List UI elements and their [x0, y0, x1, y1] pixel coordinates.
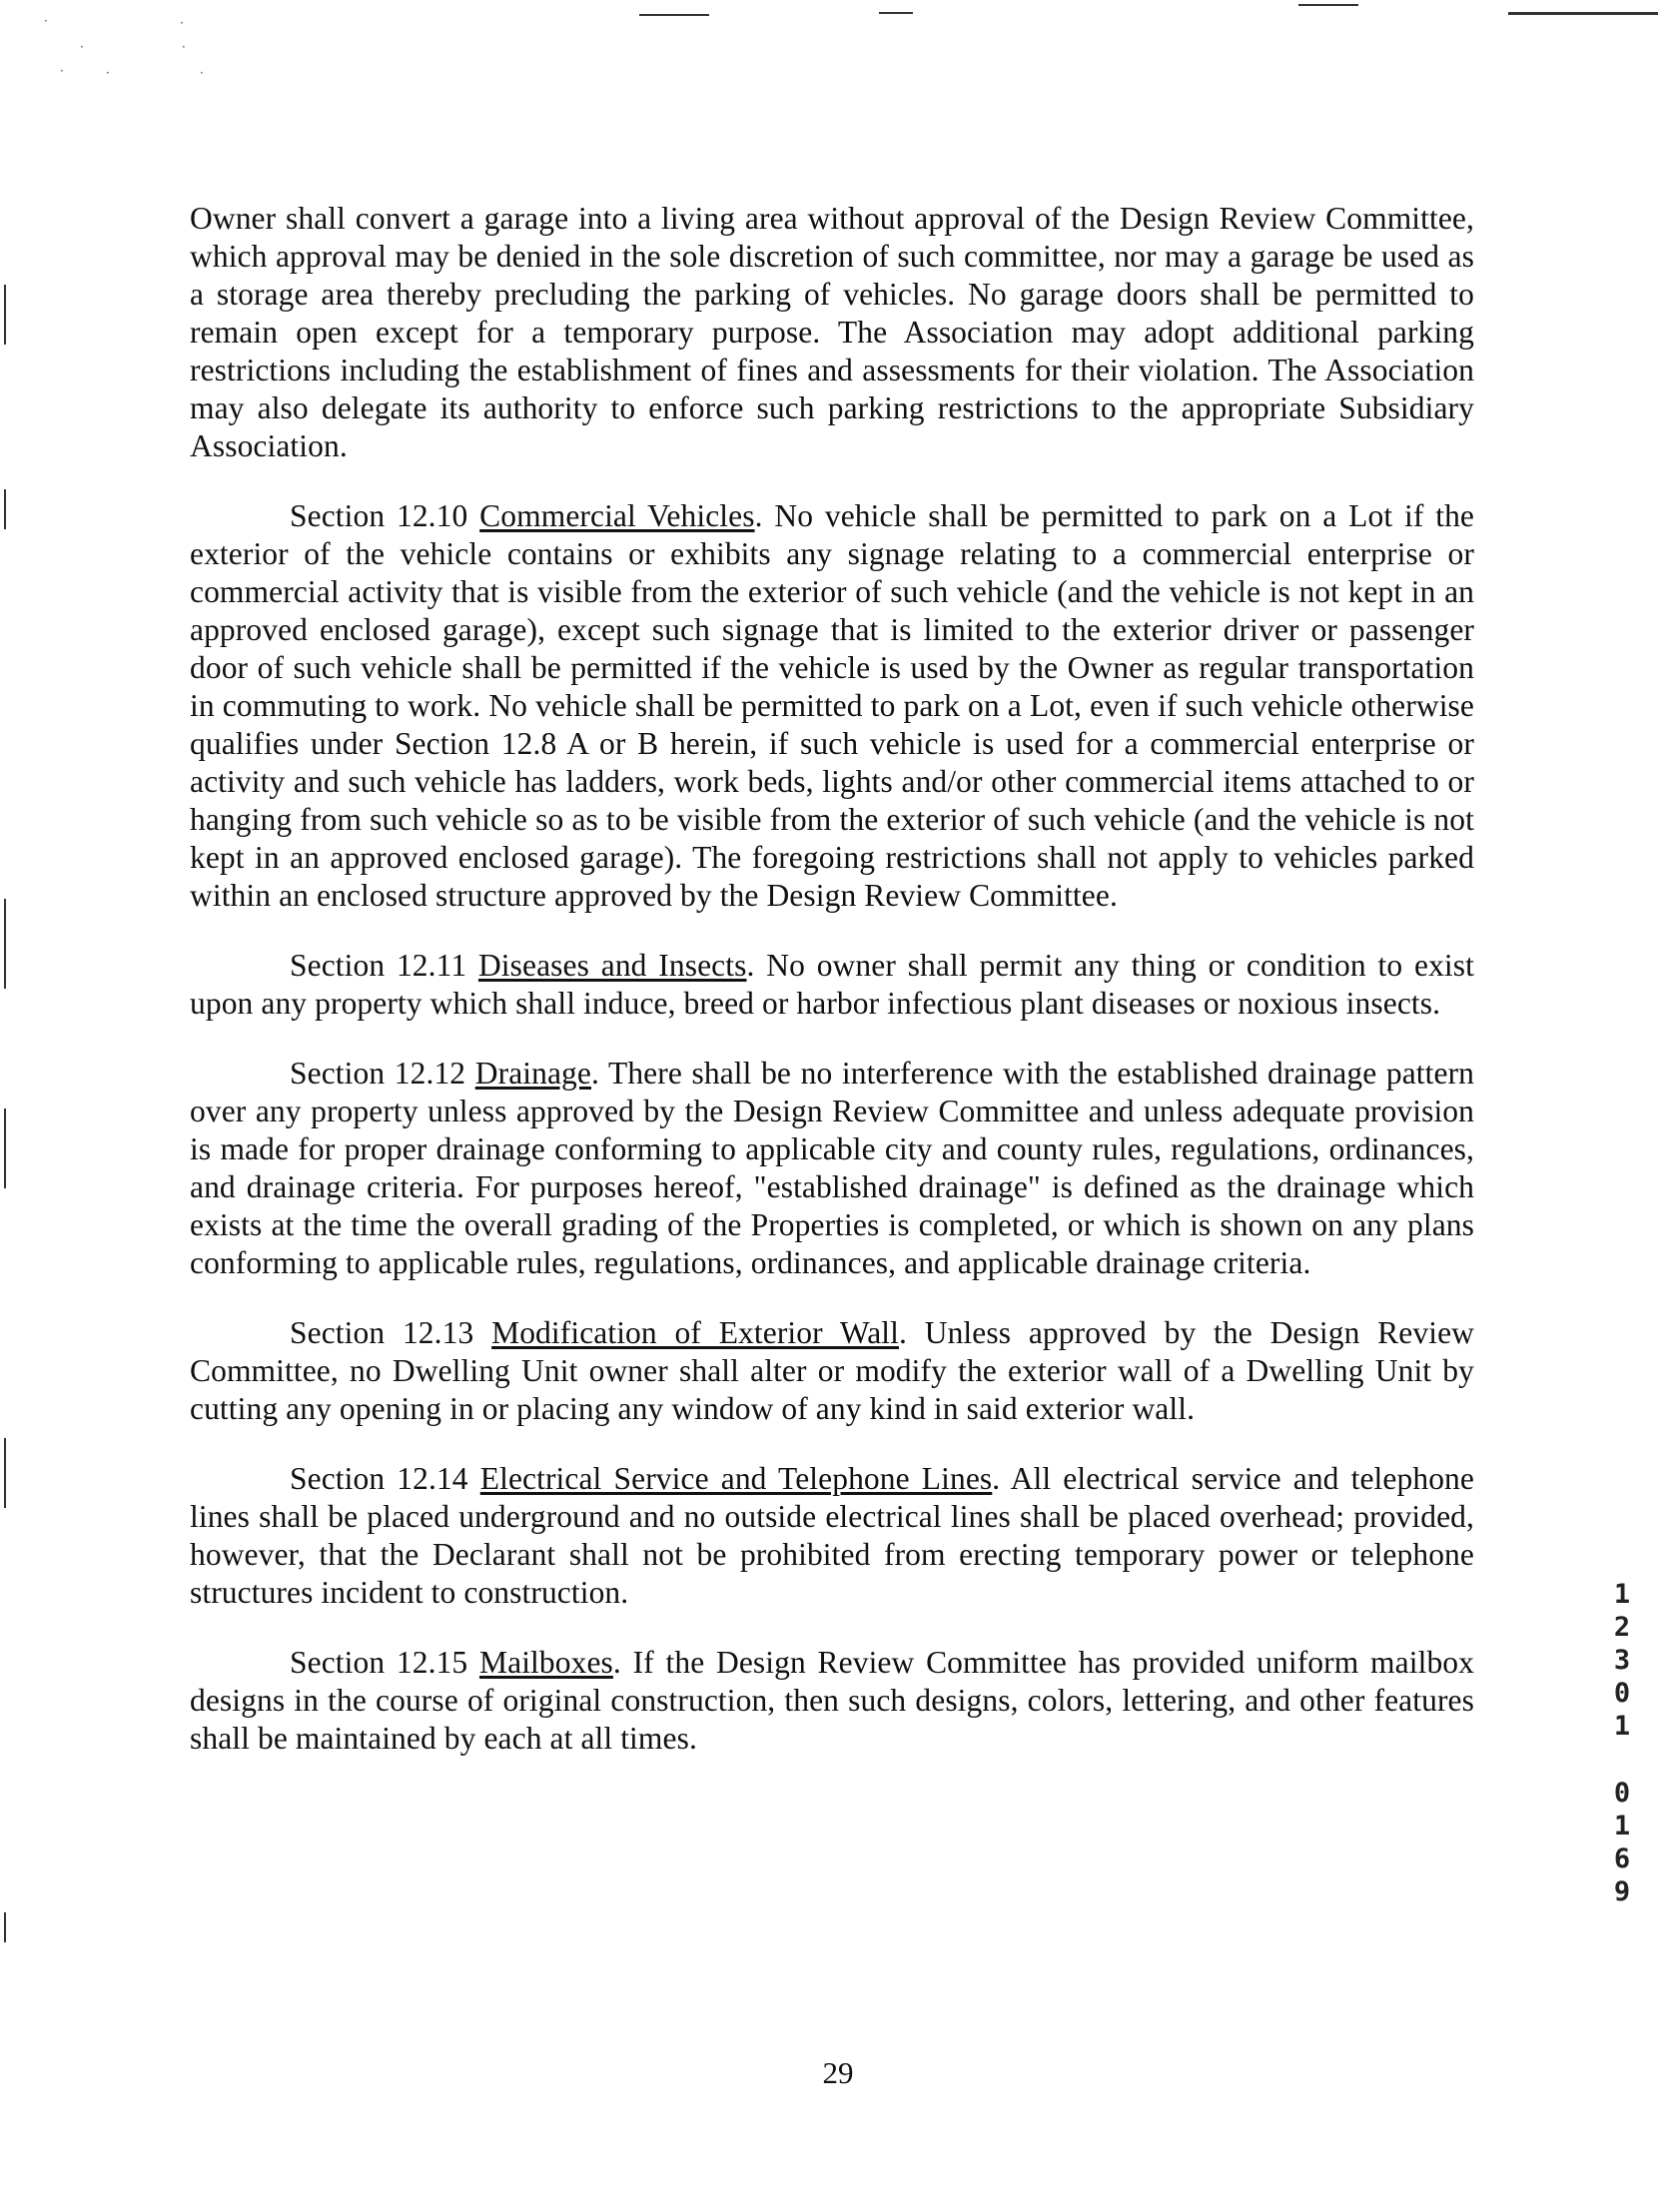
scan-artifact-left — [4, 1108, 6, 1188]
section-text: All electrical service and telephone lines shall be placed underground and no outside electrical lines shall be placed overhead; provided, however, that the Declarant shall not be prohibited from erecting temporary power or telephone structures incident to construction. — [190, 1461, 1474, 1610]
section-number: Section 12.13 — [290, 1315, 474, 1350]
body-text — [190, 200, 1474, 1790]
scan-artifact-top — [1508, 12, 1658, 15]
scan-artifact-left — [4, 899, 6, 989]
scan-artifact-left — [4, 489, 6, 529]
section-heading: Mailboxes — [479, 1645, 613, 1680]
section-text: If the Design Review Committee has provided uniform mailbox designs in the course of original construction, then such designs, colors, lettering, and other features shall be maintained by each at all times. — [190, 1645, 1474, 1756]
stamp-digit: 1 — [1613, 1811, 1631, 1842]
stamp-digit: 0 — [1613, 1678, 1631, 1709]
section-text: There shall be no interference with the established drainage pattern over any property unless approved by the Design Review Committee and unless adequate provision is made for proper drainage conforming to applicable city and county rules, regulations, ordinances, and drainage criteria. For purposes hereof, "established drainage" is defined as the drainage which exists at the time the overall grading of the Properties is completed, or which is shown on any plans conforming to applicable rules, regulations, ordinances, and applicable drainage criteria. — [190, 1056, 1475, 1280]
section-text: No vehicle shall be permitted to park on a Lot if the exterior of the vehicle contains or exhibits any signage relating to a commercial enterprise or commercial activity that is visible from the exterior of such vehicle (and the vehicle is not kept in an approved enclosed garage), except such signage that is limited to the exterior driver or passenger door of such vehicle shall be permitted if the vehicle is used by the Owner as regular transportation in commuting to work. No vehicle shall be permitted to park on a Lot, even if such vehicle otherwise qualifies under Section 12.8 A or B herein, if such vehicle is used for a commercial enterprise or activity and such vehicle has ladders, work beds, lights and/or other commercial items attached to or hanging from such vehicle so as to be visible from the exterior of such vehicle (and the vehicle is not kept in an approved enclosed garage). The foregoing restrictions shall not apply to vehicles parked within an enclosed structure approved by the Design Review Committee. — [190, 498, 1474, 913]
scan-artifact-left — [4, 1438, 6, 1508]
stamp-digit: 1 — [1613, 1579, 1631, 1610]
section-12-13: Section 12.13 Modification of Exterior Wall. Unless approved by the Design Review Committee, no Dwelling Unit owner shall alter or modify the exterior wall of a Dwelling Unit by cutting any opening in or placing any window of any kind in said exterior wall. — [190, 1315, 1475, 1426]
scan-artifact-left — [4, 285, 6, 345]
scan-artifact-top — [879, 12, 913, 14]
stamp-digit: 9 — [1613, 1876, 1631, 1907]
scan-artifact-top — [1298, 4, 1358, 6]
section-text: Unless approved by the Design Review Committee, no Dwelling Unit owner shall alter or modify the exterior wall of a Dwelling Unit by cutting any opening in or placing any window of any kind in said exterior wall. — [190, 1315, 1475, 1426]
scan-artifact-top — [639, 14, 709, 16]
section-number: Section 12.10 — [290, 498, 468, 533]
scan-speck: · — [106, 66, 110, 80]
scan-artifact-left — [4, 1912, 6, 1942]
scan-speck: · — [44, 14, 48, 28]
section-12-12: Section 12.12 Drainage. There shall be no interference with the established drainage pattern over any property unless approved by the Design Review Committee and unless adequate provision is made for proper drainage conforming to applicable city and county rules, regulations, ordinances, and drainage criteria. For purposes hereof, "established drainage" is defined as the drainage which exists at the time the overall grading of the Properties is completed, or which is shown on any plans conforming to applicable rules, regulations, ordinances, and applicable drainage criteria. — [190, 1056, 1475, 1280]
stamp-digit: 2 — [1613, 1612, 1631, 1643]
scan-speck: · — [180, 16, 184, 30]
section-12-10: Section 12.10 Commercial Vehicles. No vehicle shall be permitted to park on a Lot if the exterior of the vehicle contains or exhibits any signage relating to a commercial enterprise or commercial activity that is visible from the exterior of such vehicle (and the vehicle is not kept in an approved enclosed garage), except such signage that is limited to the exterior driver or passenger door of such vehicle shall be permitted if the vehicle is used by the Owner as regular transportation in commuting to work. No vehicle shall be permitted to park on a Lot, even if such vehicle otherwise qualifies under Section 12.8 A or B herein, if such vehicle is used for a commercial enterprise or activity and such vehicle has ladders, work beds, lights and/or other commercial items attached to or hanging from such vehicle so as to be visible from the exterior of such vehicle (and the vehicle is not kept in an approved enclosed garage). The foregoing restrictions shall not apply to vehicles parked within an enclosed structure approved by the Design Review Committee. — [190, 498, 1474, 913]
section-heading: Drainage — [474, 1056, 591, 1091]
scan-speck: · — [60, 64, 64, 78]
scan-speck: · — [200, 66, 204, 80]
page-number: 29 — [822, 2055, 854, 2090]
section-heading: Modification of Exterior Wall — [491, 1315, 899, 1350]
section-heading: Commercial Vehicles — [479, 498, 755, 533]
section-12-11: Section 12.11 Diseases and Insects. No owner shall permit any thing or condition to exist upon any property which shall induce, breed or harbor infectious plant diseases or noxious insects. — [190, 948, 1474, 1021]
section-12-15: Section 12.15 Mailboxes. If the Design Review Committee has provided uniform mailbox designs in the course of original construction, then such designs, colors, lettering, and other features shall be maintained by each at all times. — [190, 1645, 1474, 1756]
section-number: Section 12.11 — [290, 948, 467, 983]
section-12-14: Section 12.14 Electrical Service and Telephone Lines. All electrical service and telephone lines shall be placed underground and no outside electrical lines shall be placed overhead; provided, however, that the Declarant shall not be prohibited from erecting temporary power or telephone structures incident to construction. — [190, 1461, 1474, 1610]
intro-paragraph: Owner shall convert a garage into a living area without approval of the Design Review Committee, which approval may be denied in the sole discretion of such committee, nor may a garage be used as a storage area thereby precluding the parking of vehicles. No garage doors shall be permitted to remain open except for a temporary purpose. The Association may adopt additional parking restrictions including the establishment of fines and assessments for their violation. The Association may also delegate its authority to enforce such parking restrictions to the appropriate Subsidiary Association. — [190, 201, 1474, 463]
section-number: Section 12.15 — [290, 1645, 468, 1680]
stamp-digit: 0 — [1613, 1778, 1631, 1809]
section-heading: Diseases and Insects — [477, 948, 747, 983]
scan-speck: · — [182, 40, 186, 54]
section-number: Section 12.12 — [290, 1056, 466, 1091]
stamp-digit: 1 — [1613, 1711, 1631, 1742]
section-text: No owner shall permit any thing or condition to exist upon any property which shall induce, breed or harbor infectious plant diseases or noxious insects. — [190, 948, 1474, 1021]
recording-stamp — [1602, 1578, 1642, 1908]
stamp-digit: 6 — [1613, 1843, 1631, 1874]
section-heading: Electrical Service and Telephone Lines — [479, 1461, 993, 1496]
stamp-digit: 3 — [1613, 1645, 1631, 1676]
section-number: Section 12.14 — [290, 1461, 468, 1496]
scan-speck: · — [80, 40, 84, 54]
